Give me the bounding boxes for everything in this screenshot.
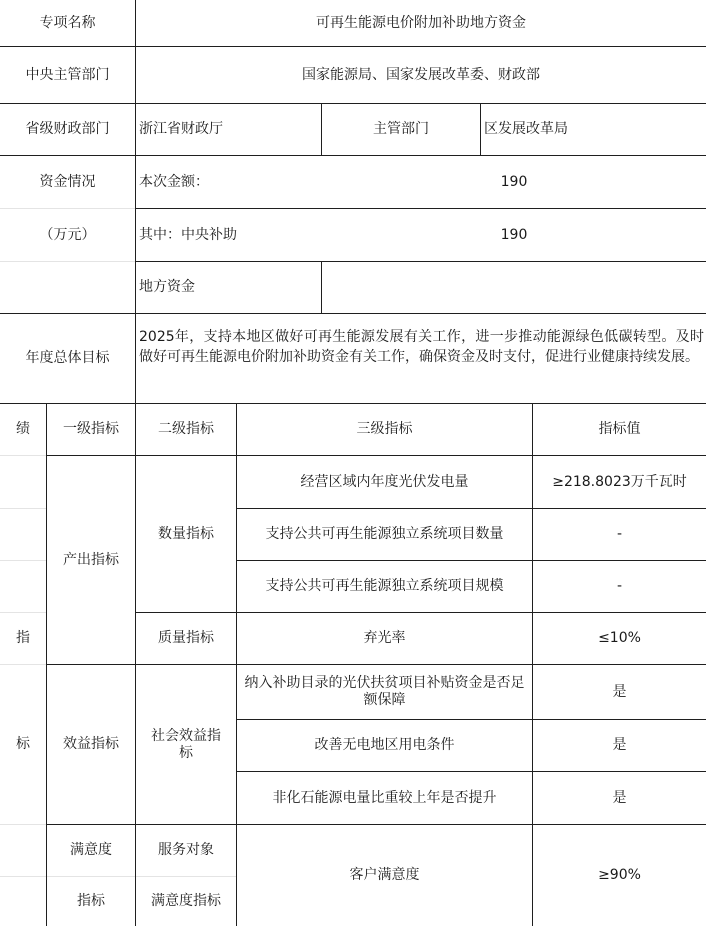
rule-h-faint [0,261,135,262]
central-dept-label: 中央主管部门 [25,66,110,83]
indicator-name: 客户满意度 [349,867,420,883]
current-amount-value: 190 [500,173,528,190]
perf-col-char: 指 [16,630,30,646]
indicator-name: 改善无电地区用电条件 [314,737,455,753]
indicator-name: 纳入补助目录的光伏扶贫项目补贴资金是否足额保障 [244,675,525,708]
benefit-indicator-label: 效益指标 [63,736,119,752]
funds-label: 资金情况 [39,173,96,190]
perf-col-char: 标 [16,736,30,752]
social-benefit-label: 社会效益指标 [151,727,221,761]
managing-dept-label: 主管部门 [373,121,429,137]
indicator-value: 是 [612,789,627,806]
local-funds-value [322,262,706,313]
central-dept-value: 国家能源局、国家发展改革委、财政部 [302,66,540,83]
indicator-value: - [616,578,623,594]
level2-header: 二级指标 [158,421,214,437]
central-subsidy-label: 其中：中央补助 [139,226,237,243]
current-amount-label: 本次金额： [139,173,209,190]
rule-h-faint [0,824,46,825]
rule-h-faint [0,876,46,877]
local-funds-label: 地方资金 [139,279,195,295]
province-finance-value: 浙江省财政厅 [139,121,223,137]
project-name-value: 可再生能源电价附加补助地方资金 [316,14,526,31]
indicator-value: ≥90% [598,867,641,883]
rule-h-faint [0,508,46,509]
level1-header: 一级指标 [63,421,119,437]
indicator-name: 支持公共可再生能源独立系统项目数量 [265,526,504,542]
output-indicator-label: 产出指标 [63,551,119,568]
satisfaction-indicator-label: 满意度指标 [151,893,221,909]
annual-goal-text: 2025年，支持本地区做好可再生能源发展有关工作，进一步推动能源绿色低碳转型。及时做好可再生能源电价附加补助资金有关工作，确保资金及时支付，促进行业健康持续发展。 [139,329,704,365]
indicator-value: - [616,526,623,542]
quality-indicator-label: 质量指标 [158,630,214,646]
indicator-name: 非化石能源电量比重较上年是否提升 [272,789,497,806]
indicator-name: 支持公共可再生能源独立系统项目规模 [265,578,504,594]
service-target-label: 服务对象 [158,842,214,858]
funds-unit-label: （万元） [39,226,96,243]
managing-dept-value: 区发展改革局 [484,121,568,137]
central-subsidy-value: 190 [500,226,528,243]
rule-h-faint [0,455,46,456]
satisfaction-label-2: 指标 [77,893,105,909]
indicator-name: 弃光率 [363,630,406,646]
indicator-value: 是 [612,683,627,700]
indicator-name: 经营区域内年度光伏发电量 [300,473,469,490]
rule-h-faint [0,560,46,561]
indicator-value: 是 [612,737,627,753]
quantity-indicator-label: 数量指标 [158,525,214,542]
annual-goal-label: 年度总体目标 [25,350,110,366]
indicator-value: ≤10% [598,630,641,646]
perf-col-char: 绩 [16,421,30,437]
project-name-label: 专项名称 [39,14,96,31]
province-finance-label: 省级财政部门 [25,121,110,137]
satisfaction-label: 满意度 [70,842,112,858]
indicator-value: ≥218.8023万千瓦时 [552,473,687,490]
value-header: 指标值 [598,421,641,437]
level3-header: 三级指标 [356,421,413,437]
